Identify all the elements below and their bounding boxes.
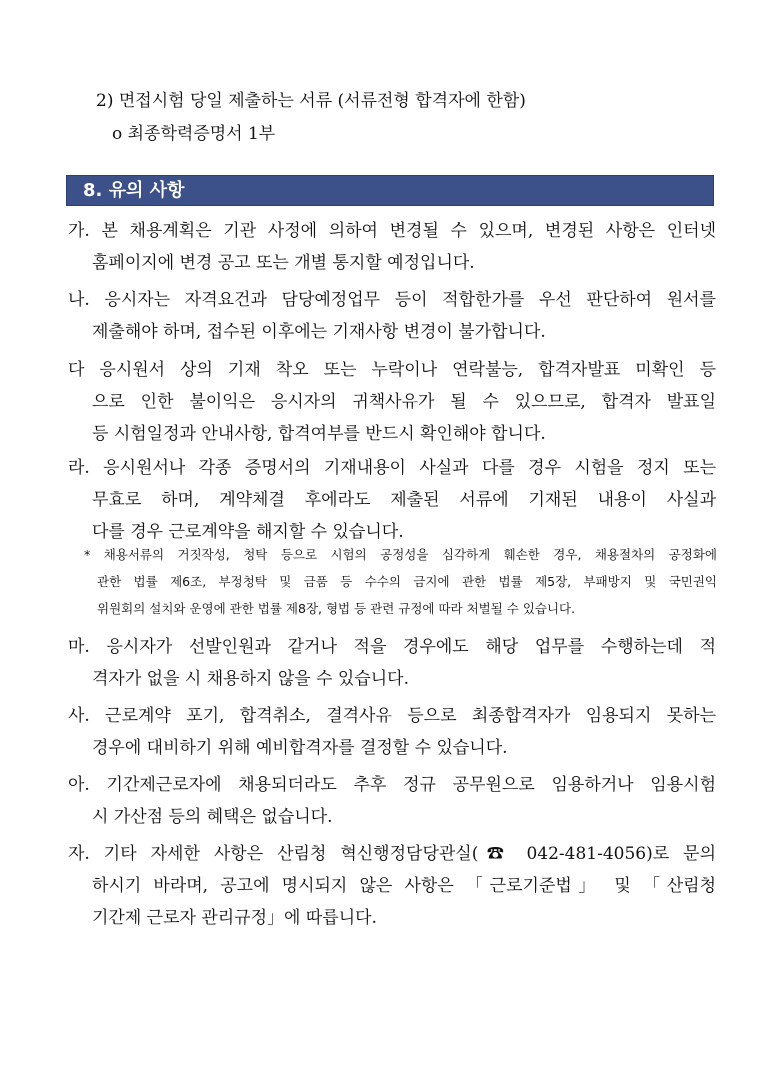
notice-line: 아. 기간제근로자에 채용되더라도 추후 정규 공무원으로 임용하거나 임용시험: [68, 775, 716, 795]
notice-line: 등 시험일정과 안내사항, 합격여부를 반드시 확인해야 합니다.: [92, 424, 546, 444]
penalty-note: [84, 541, 717, 622]
notice-line: 홈페이지에 변경 공고 또는 개별 통지할 예정입니다.: [92, 253, 475, 273]
notice-line: 가. 본 채용계획은 기관 사정에 의하여 변경될 수 있으며, 변경된 사항은 인터넷: [68, 221, 716, 241]
notice-line: 격자가 없을 시 채용하지 않을 수 있습니다.: [92, 669, 410, 689]
notice-line: 다 응시원서 상의 기재 착오 또는 누락이나 연락불능, 합격자발표 미확인 등: [68, 360, 716, 380]
note-line: * 채용서류의 거짓작성, 청탁 등으로 시험의 공정성을 심각하게 훼손한 경우, 채용절차의 공정화에: [84, 547, 717, 562]
notice-item-ra: [68, 452, 716, 548]
notice-item-a: [68, 769, 716, 833]
notice-item-sa: [68, 700, 716, 764]
notice-line: 마. 응시자가 선발인원과 같거나 적을 경우에도 해당 업무를 수행하는데 적: [68, 637, 716, 657]
note-line: 위원회의 설치와 운영에 관한 법률 제8장, 형법 등 관련 규정에 따라 처벌될 수 있습니다.: [97, 601, 576, 616]
notice-line: 자. 기타 자세한 사항은 산림청 혁신행정담당관실(☎ 042-481-4056)로 문의: [68, 844, 716, 864]
notice-line: 경우에 대비하기 위해 예비합격자를 결정할 수 있습니다.: [92, 738, 508, 758]
submission-docs-heading: 2) 면접시험 당일 제출하는 서류 (서류전형 합격자에 한함): [96, 91, 526, 111]
notice-line: 나. 응시자는 자격요건과 담당예정업무 등이 적합한가를 우선 판단하여 원서를: [68, 290, 716, 310]
notice-line: 시 가산점 등의 혜택은 없습니다.: [92, 807, 333, 827]
notice-line: 하시기 바라며, 공고에 명시되지 않은 사항은 「근로기준법」 및 「산림청: [92, 876, 716, 896]
section-title-bar: [66, 175, 714, 206]
note-line: 관한 법률 제6조, 부정청탁 및 금품 등 수수의 금지에 관한 법률 제5장, 부패방지 및 국민권익: [97, 574, 717, 589]
notice-line: 다를 경우 근로계약을 해지할 수 있습니다.: [92, 522, 404, 542]
notice-line: 무효로 하며, 계약체결 후에라도 제출된 서류에 기재된 내용이 사실과: [92, 490, 716, 510]
notice-line: 으로 인한 불이익은 응시자의 귀책사유가 될 수 있으므로, 합격자 발표일: [92, 392, 716, 412]
notice-item-na: [68, 284, 716, 348]
notice-item-da: [68, 354, 716, 450]
section-title: 8. 유의 사항: [83, 180, 185, 201]
notice-line: 사. 근로계약 포기, 합격취소, 결격사유 등으로 최종합격자가 임용되지 못하는: [68, 706, 716, 726]
submission-docs-item: o 최종학력증명서 1부: [112, 124, 276, 144]
notice-line: 라. 응시원서나 각종 증명서의 기재내용이 사실과 다를 경우 시험을 정지 또는: [68, 458, 716, 478]
notice-item-ma: [68, 631, 716, 695]
notice-line: 기간제 근로자 관리규정」에 따릅니다.: [92, 908, 377, 928]
notice-item-ga: [68, 215, 716, 279]
notice-line: 제출해야 하며, 접수된 이후에는 기재사항 변경이 불가합니다.: [92, 322, 546, 342]
notice-item-ja: [68, 838, 716, 934]
